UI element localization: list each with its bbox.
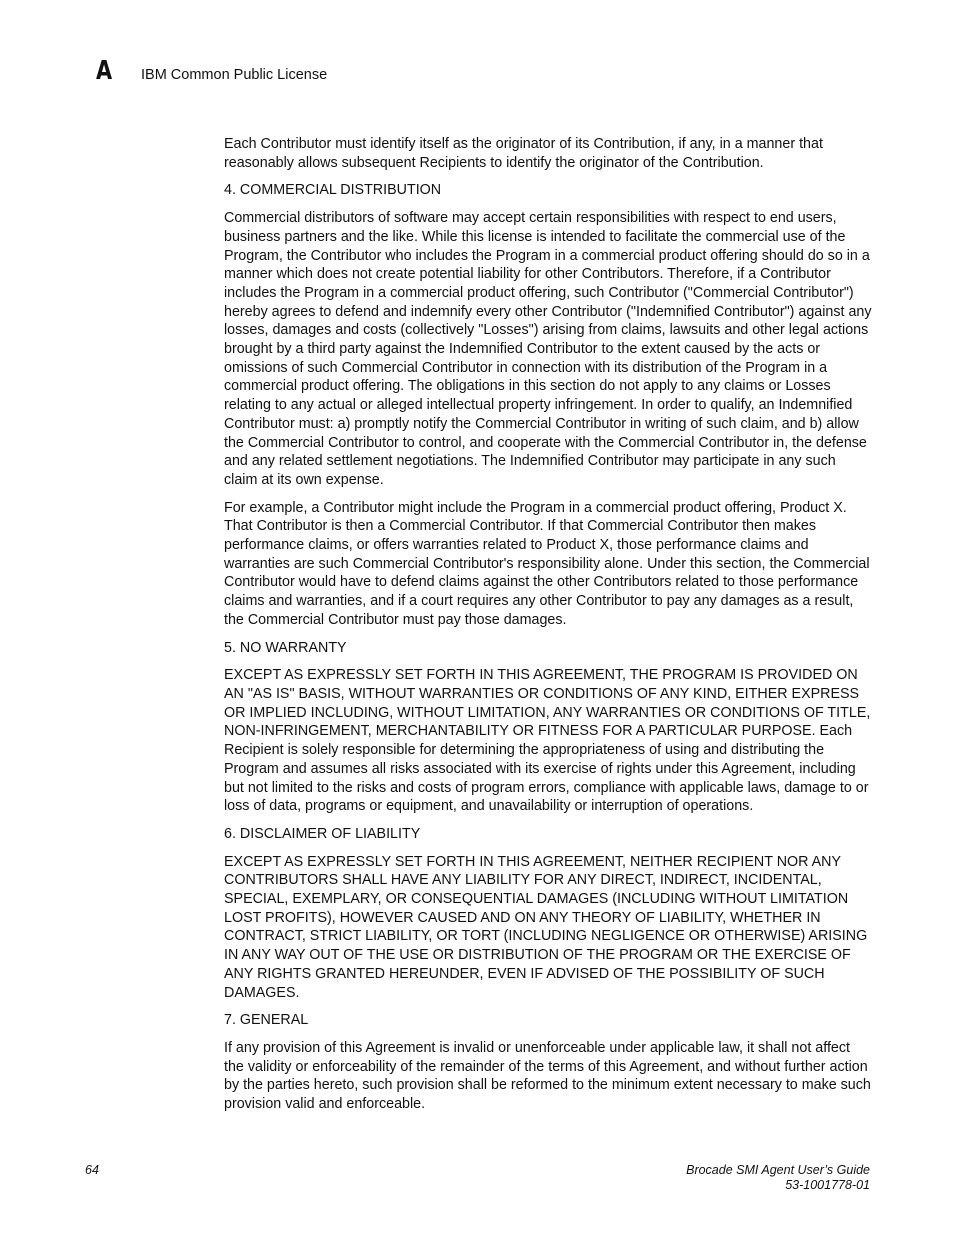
page-number: 64 — [85, 1163, 99, 1177]
paragraph-commercial-example: For example, a Contributor might include the Program in a commercial product offering, Product X. That Contributor is then a Commercial Contributor. If that Commercial Contributor then makes performance claims, or offers warranties related to Product X, those performance claims and warranties are such Commercial Contributor's responsibility alone. Under this section, the Commercial Contributor would have to defend claims against the other Contributors related to those performance claims and warranties, and if a court requires any other Contributor to pay any damages as a result, the Commercial Contributor must pay those damages. — [224, 499, 870, 628]
heading-no-warranty: 5. NO WARRANTY — [224, 639, 347, 656]
paragraph-disclaimer-of-liability: EXCEPT AS EXPRESSLY SET FORTH IN THIS AGREEMENT, NEITHER RECIPIENT NOR ANY CONTRIBUTORS SHALL HAVE ANY LIABILITY FOR ANY DIRECT, INDIRECT, INCIDENTAL, SPECIAL, EXEMPLARY, OR CONSEQUENTIAL DAMAGES (INCLUDING WITHOUT LIMITATION LOST PROFITS), HOWEVER CAUSED AND ON ANY THEORY OF LIABILITY, WHETHER IN CONTRACT, STRICT LIABILITY, OR TORT (INCLUDING NEGLIGENCE OR OTHERWISE) ARISING IN ANY WAY OUT OF THE USE OR DISTRIBUTION OF THE PROGRAM OR THE EXERCISE OF ANY RIGHTS GRANTED HEREUNDER, EVEN IF ADVISED OF THE POSSIBILITY OF SUCH DAMAGES. — [224, 853, 868, 1001]
guide-title: Brocade SMI Agent User’s Guide — [686, 1163, 870, 1177]
document-body — [224, 135, 872, 1123]
document-number: 53-1001778-01 — [785, 1178, 870, 1192]
paragraph-general: If any provision of this Agreement is invalid or unenforceable under applicable law, it shall not affect the validity or enforceability of the remainder of the terms of this Agreement, and without further action by the parties hereto, such provision shall be reformed to the minimum extent necessary to make such provision valid and enforceable. — [224, 1039, 871, 1113]
footer-info — [686, 1163, 870, 1193]
heading-disclaimer-of-liability: 6. DISCLAIMER OF LIABILITY — [224, 825, 421, 842]
appendix-letter: A — [96, 56, 113, 86]
heading-general: 7. GENERAL — [224, 1012, 309, 1029]
paragraph-contributor-identification: Each Contributor must identify itself as the originator of its Contribution, if any, in a manner that reasonably allows subsequent Recipients to identify the originator of the Contribution. — [224, 136, 823, 171]
heading-commercial-distribution: 4. COMMERCIAL DISTRIBUTION — [224, 182, 442, 199]
section-title: IBM Common Public License — [141, 67, 328, 83]
paragraph-no-warranty: EXCEPT AS EXPRESSLY SET FORTH IN THIS AGREEMENT, THE PROGRAM IS PROVIDED ON AN "AS IS" BASIS, WITHOUT WARRANTIES OR CONDITIONS OF ANY KIND, EITHER EXPRESS OR IMPLIED INCLUDING, WITHOUT LIMITATION, ANY WARRANTIES OR CONDITIONS OF TITLE, NON-INFRINGEMENT, MERCHANTABILITY OR FITNESS FOR A PARTICULAR PURPOSE. Each Recipient is solely responsible for determining the appropriateness of using and distributing the Program and assumes all risks associated with its exercise of rights under this Agreement, including but not limited to the risks and costs of program errors, compliance with applicable laws, damage to or loss of data, programs or equipment, and unavailability or interruption of operations. — [224, 667, 871, 815]
paragraph-commercial-distribution: Commercial distributors of software may accept certain responsibilities with respect to end users, business partners and the like. While this license is intended to facilitate the commercial use of the Program, the Contributor who includes the Program in a commercial product offering should do so in a manner which does not create potential liability for other Contributors. Therefore, if a Contributor includes the Program in a commercial product offering, such Contributor ("Commercial Contributor") hereby agrees to defend and indemnify every other Contributor ("Indemnified Contributor") against any losses, damages and costs (collectively "Losses") arising from claims, lawsuits and other legal actions brought by a third party against the Indemnified Contributor to the extent caused by the acts or omissions of such Commercial Contributor in connection with its distribution of the Program in a commercial product offering. The obligations in this section do not apply to any claims or Losses relating to any actual or alleged intellectual property infringement. In order to qualify, an Indemnified Contributor must: a) promptly notify the Commercial Contributor in writing of such claim, and b) allow the Commercial Contributor to control, and cooperate with the Commercial Contributor in, the defense and any related settlement negotiations. The Indemnified Contributor may participate in any such claim at its own expense. — [224, 210, 872, 488]
